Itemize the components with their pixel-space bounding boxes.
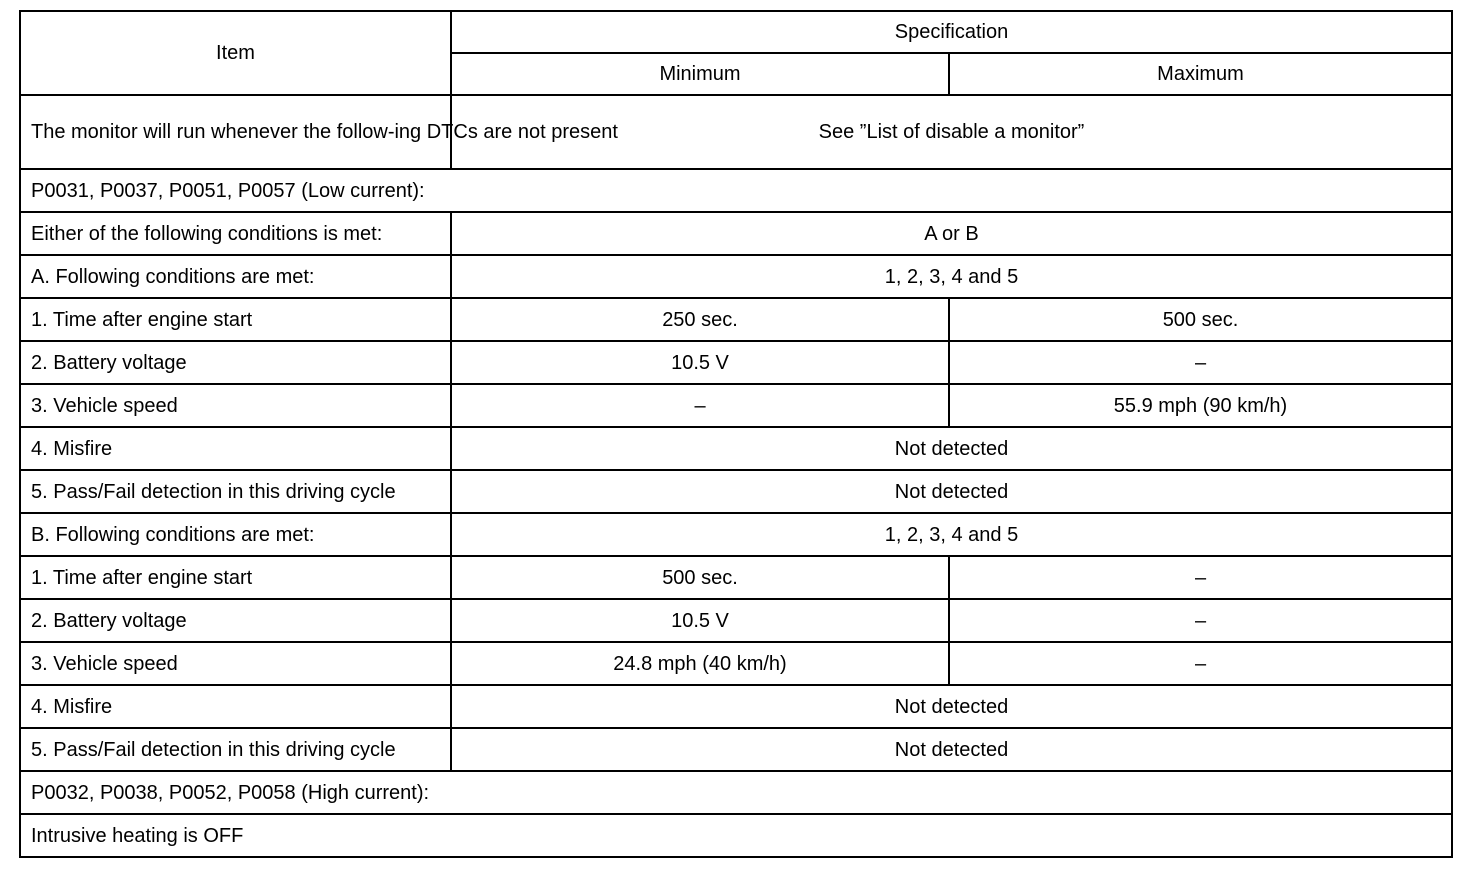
spec-value: Not detected (451, 427, 1452, 470)
item-label: 2. Battery voltage (20, 341, 451, 384)
item-label: 3. Vehicle speed (20, 384, 451, 427)
min-value: 250 sec. (451, 298, 949, 341)
spec-value: 1, 2, 3, 4 and 5 (451, 513, 1452, 556)
specification-table (19, 10, 1453, 858)
item-label: A. Following conditions are met: (20, 255, 451, 298)
spec-value: A or B (451, 212, 1452, 255)
min-value: 500 sec. (451, 556, 949, 599)
table-row (20, 95, 1452, 169)
min-value: 10.5 V (451, 599, 949, 642)
item-label: B. Following conditions are met: (20, 513, 451, 556)
item-label: 5. Pass/Fail detection in this driving cycle (20, 470, 451, 513)
item-label: Either of the following conditions is met: (20, 212, 451, 255)
item-label: 1. Time after engine start (20, 556, 451, 599)
item-label: 3. Vehicle speed (20, 642, 451, 685)
table-row (20, 814, 1452, 857)
table-row (20, 728, 1452, 771)
table-row (20, 556, 1452, 599)
table-row (20, 470, 1452, 513)
spec-value: Not detected (451, 470, 1452, 513)
spec-value: 1, 2, 3, 4 and 5 (451, 255, 1452, 298)
table-body (20, 95, 1452, 857)
table-row (20, 599, 1452, 642)
table-row (20, 642, 1452, 685)
min-value: 24.8 mph (40 km/h) (451, 642, 949, 685)
max-value: – (949, 341, 1452, 384)
header-specification: Specification (451, 11, 1452, 53)
section-header: P0031, P0037, P0051, P0057 (Low current): (20, 169, 1452, 212)
table-row (20, 384, 1452, 427)
table-row (20, 513, 1452, 556)
max-value: 500 sec. (949, 298, 1452, 341)
min-value: – (451, 384, 949, 427)
item-label: 5. Pass/Fail detection in this driving cycle (20, 728, 451, 771)
max-value: – (949, 642, 1452, 685)
item-label: 1. Time after engine start (20, 298, 451, 341)
table-row (20, 685, 1452, 728)
table-row (20, 255, 1452, 298)
max-value: – (949, 556, 1452, 599)
item-label: 4. Misfire (20, 427, 451, 470)
min-value: 10.5 V (451, 341, 949, 384)
table-row (20, 212, 1452, 255)
max-value: – (949, 599, 1452, 642)
header-item: Item (20, 11, 451, 95)
max-value: 55.9 mph (90 km/h) (949, 384, 1452, 427)
table-row (20, 427, 1452, 470)
header-minimum: Minimum (451, 53, 949, 95)
table-row (20, 771, 1452, 814)
item-label: The monitor will run whenever the follow-ing DTCs are not present (20, 95, 451, 169)
item-label: 4. Misfire (20, 685, 451, 728)
table-row (20, 341, 1452, 384)
spec-value: Not detected (451, 728, 1452, 771)
header-maximum: Maximum (949, 53, 1452, 95)
table-row (20, 298, 1452, 341)
section-header: P0032, P0038, P0052, P0058 (High current): (20, 771, 1452, 814)
item-label: 2. Battery voltage (20, 599, 451, 642)
spec-value: Not detected (451, 685, 1452, 728)
condition-note: Intrusive heating is OFF (20, 814, 1452, 857)
spec-value: See ”List of disable a monitor” (451, 95, 1452, 169)
table-row (20, 169, 1452, 212)
